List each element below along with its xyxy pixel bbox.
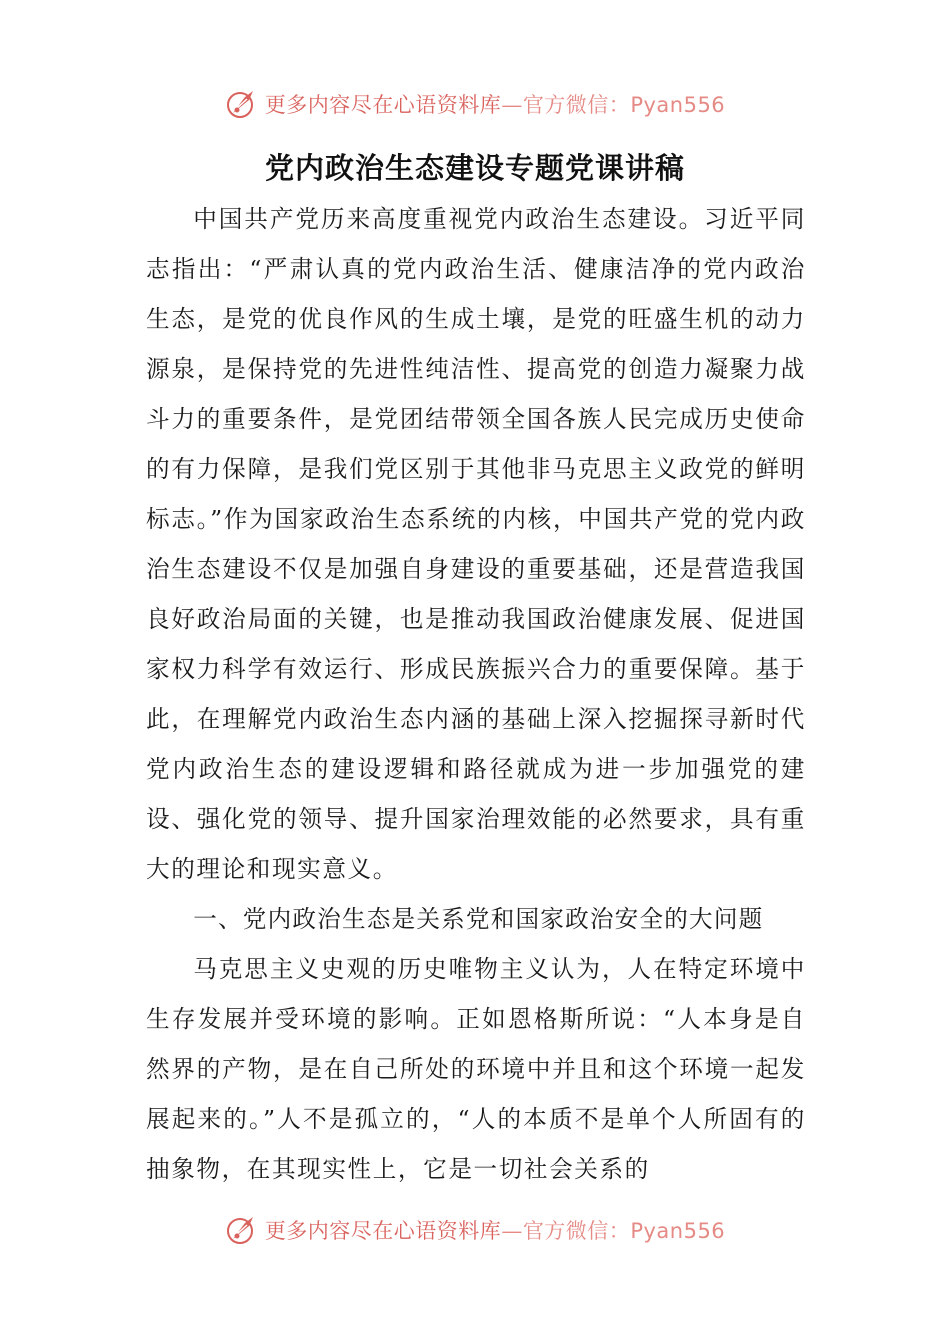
watermark-wechat-id: Pyan556 [630, 93, 726, 117]
section-heading-1: 一、党内政治生态是关系党和国家政治安全的大问题 [193, 905, 764, 933]
watermark-sub-text: 官方微信： [522, 93, 631, 117]
watermark-dash: — [501, 1219, 523, 1243]
watermark-banner-top [0, 84, 950, 124]
document-title: 党内政治生态建设专题党课讲稿 [264, 151, 685, 185]
paragraph-intro: 中国共产党历来高度重视党内政治生态建设。习近平同志指出：“严肃认真的党内政治生活、健康洁净的党内政治生态，是党的优良作风的生成土壤，是党的旺盛生机的动力源泉，是保持党的先进性纯洁性、提高党的创造力凝聚力战斗力的重要条件，是党团结带领全国各族人民完成历史使命的有力保障，是我们党区别于其他非马克思主义政党的鲜明标志。”作为国家政治生态系统的内核，中国共产党的党内政治生态建设不仅是加强自身建设的重要基础，还是营造我国良好政治局面的关键，也是推动我国政治健康发展、促进国家权力科学有效运行、形成民族振兴合力的重要保障。基于此，在理解党内政治生态内涵的基础上深入挖掘探寻新时代党内政治生态的建设逻辑和路径就成为进一步加强党的建设、强化党的领导、提升国家治理效能的必然要求，具有重大的理论和现实意义。 [146, 205, 806, 883]
watermark-dash: — [501, 93, 523, 117]
quill-seal-icon [225, 87, 259, 121]
quill-seal-icon [225, 1213, 259, 1247]
watermark-main-text: 更多内容尽在心语资料库 [264, 1219, 502, 1243]
watermark-sub-text: 官方微信： [522, 1219, 631, 1243]
watermark-main-text: 更多内容尽在心语资料库 [264, 93, 502, 117]
watermark-banner-bottom [0, 1210, 950, 1250]
paragraph-section-1: 马克思主义史观的历史唯物主义认为，人在特定环境中生存发展并受环境的影响。正如恩格斯所说：“人本身是自然界的产物，是在自己所处的环境中并且和这个环境一起发展起来的。”人不是孤立的，“人的本质不是单个人所固有的抽象物，在其现实性上，它是一切社会关系的 [146, 955, 806, 1183]
watermark-wechat-id: Pyan556 [630, 1219, 726, 1243]
document-body [146, 194, 806, 1194]
